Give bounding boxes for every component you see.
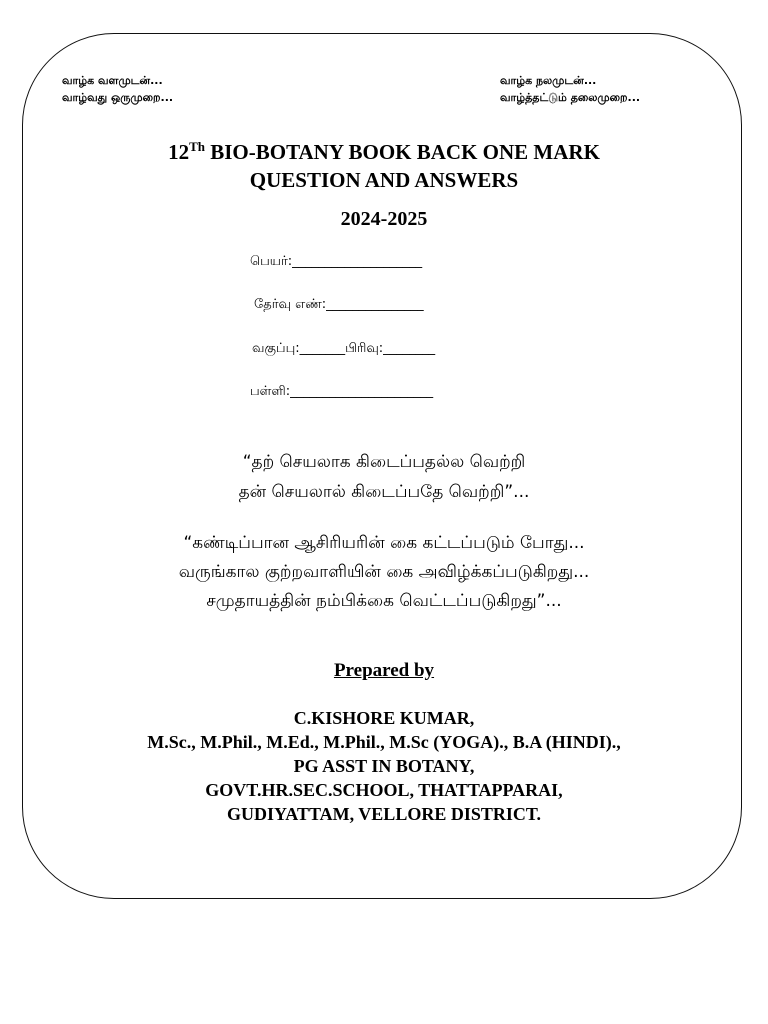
greeting-left xyxy=(62,72,173,106)
greeting-right xyxy=(500,72,640,106)
greeting-left-line-2: வாழ்வது ஒருமுறை... xyxy=(62,91,174,104)
title-superscript: Th xyxy=(189,139,205,154)
prepared-by-heading: Prepared by xyxy=(333,660,435,681)
quote-2-line-1: “கண்டிப்பான ஆசிரியரின் கை கட்டப்படும் போது... xyxy=(183,533,585,553)
class-section-field: வகுப்பு:_______பிரிவு:________ xyxy=(252,341,436,356)
document-title-line-1 xyxy=(0,138,768,166)
author-details xyxy=(0,706,768,826)
author-location: GUDIYATTAM, VELLORE DISTRICT. xyxy=(226,804,542,824)
greeting-left-line-1: வாழ்க வளமுடன்... xyxy=(62,74,163,87)
author-name: C.KISHORE KUMAR, xyxy=(293,708,475,728)
quote-2-line-3: சமுதாயத்தின் நம்பிக்கை வெட்டப்படுகிறது”... xyxy=(206,591,562,611)
school-field: பள்ளி:______________________ xyxy=(250,384,434,399)
document-title-line-2: QUESTION AND ANSWERS xyxy=(249,168,519,192)
title-subject: BIO-BOTANY BOOK BACK ONE MARK xyxy=(204,140,600,164)
quote-1-line-2: தன் செயலால் கிடைப்பதே வெற்றி”... xyxy=(238,482,530,502)
exam-number-field: தேர்வு எண்:_______________ xyxy=(254,297,424,312)
author-school: GOVT.HR.SEC.SCHOOL, THATTAPPARAI, xyxy=(205,780,563,800)
greeting-right-line-1: வாழ்க நலமுடன்... xyxy=(500,74,597,87)
author-qualifications: M.Sc., M.Phil., M.Ed., M.Phil., M.Sc (YOGA)., B.A (HINDI)., xyxy=(147,732,621,752)
name-field: பெயர்:____________________ xyxy=(250,254,423,269)
quote-2-line-2: வருங்கால குற்றவாளியின் கை அவிழ்க்கப்படுகிறது... xyxy=(178,562,590,582)
greeting-right-line-2: வாழ்த்தட்டும் தலைமுறை... xyxy=(500,91,641,104)
quote-1-line-1: “தற் செயலாக கிடைப்பதல்ல வெற்றி xyxy=(242,452,526,472)
title-grade: 12 xyxy=(168,140,190,164)
author-designation: PG ASST IN BOTANY, xyxy=(293,756,475,776)
academic-year: 2024-2025 xyxy=(340,208,428,230)
